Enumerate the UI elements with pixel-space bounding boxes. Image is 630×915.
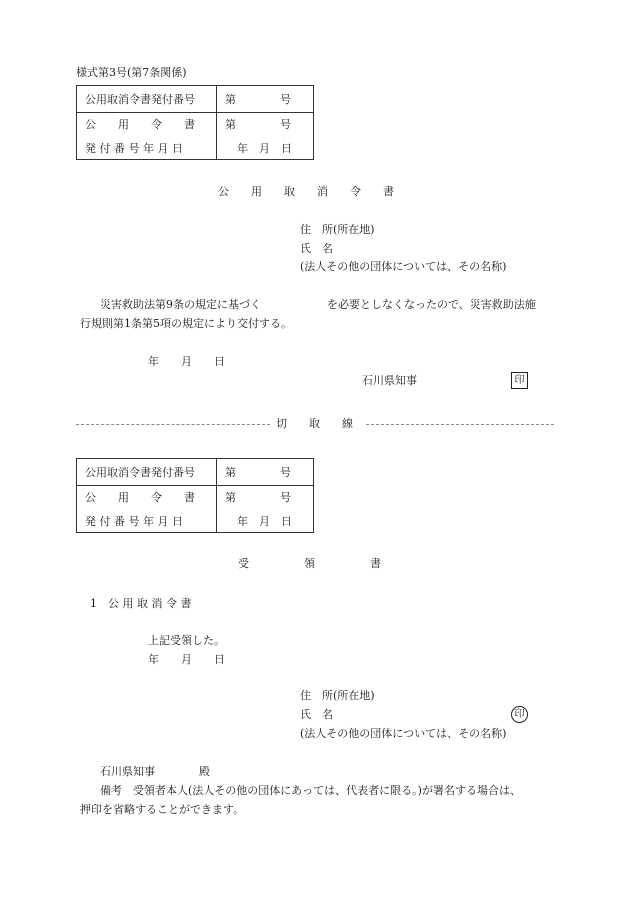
cut-line-right bbox=[366, 424, 554, 425]
body-text-line1: 災害救助法第9条の規定に基づく を必要としなくなったので、災害救助法施 bbox=[100, 298, 536, 311]
document-title: 公 用 取 消 令 書 bbox=[218, 185, 394, 198]
receipt-order-label-cell bbox=[77, 486, 217, 533]
order-label-cell bbox=[77, 113, 217, 160]
received-text: 上記受領した。 bbox=[148, 634, 225, 647]
received-date: 年 月 日 bbox=[148, 653, 225, 666]
issue-number-table bbox=[76, 85, 314, 160]
name-label: 氏 名 bbox=[300, 242, 333, 255]
receipt-item: 1 公 用 取 消 令 書 bbox=[90, 597, 192, 610]
receipt-date-label: 発 付 番 号 年 月 日 bbox=[85, 515, 183, 528]
governor-name: 石川県知事 bbox=[362, 374, 417, 387]
issue-date: 年 月 日 bbox=[148, 355, 225, 368]
order-label: 公 用 令 書 bbox=[85, 118, 195, 131]
receipt-number-table bbox=[76, 458, 314, 533]
cut-line-label: 切 取 線 bbox=[276, 417, 353, 430]
receipt-order-label: 公 用 令 書 bbox=[85, 491, 195, 504]
corporate-note: (法人その他の団体については、その名称) bbox=[300, 260, 507, 273]
body-text-line2: 行規則第1条第5項の規定により交付する。 bbox=[80, 317, 292, 330]
issue-number-label-cell bbox=[77, 86, 217, 113]
date-value: 年 月 日 bbox=[237, 142, 292, 155]
receipt-issue-number-value-cell bbox=[217, 459, 314, 486]
receipt-order-value-cell bbox=[217, 486, 314, 533]
issue-number-label: 公用取消令書発付番号 bbox=[85, 93, 195, 106]
receipt-order-value: 第 号 bbox=[225, 491, 291, 504]
issue-number-value: 第 号 bbox=[225, 93, 291, 106]
seal-mark: 印 bbox=[511, 372, 528, 389]
receipt-corporate-note: (法人その他の団体については、その名称) bbox=[300, 727, 507, 740]
receipt-issue-number-label: 公用取消令書発付番号 bbox=[85, 466, 195, 479]
issue-number-value-cell bbox=[217, 86, 314, 113]
receipt-address-label: 住 所(所在地) bbox=[300, 689, 375, 702]
receipt-issue-number-label-cell bbox=[77, 459, 217, 486]
remark-line2: 押印を省略することができます。 bbox=[80, 803, 245, 816]
cut-line-left bbox=[76, 424, 270, 425]
form-number: 様式第3号(第7条関係) bbox=[76, 66, 187, 79]
remark-line1: 備考 受領者本人(法人その他の団体にあっては、代表者に限る。)が署名する場合は、 bbox=[100, 784, 521, 797]
date-label: 発 付 番 号 年 月 日 bbox=[85, 142, 183, 155]
receipt-issue-number-value: 第 号 bbox=[225, 466, 291, 479]
receipt-date-value: 年 月 日 bbox=[237, 515, 292, 528]
order-value: 第 号 bbox=[225, 118, 291, 131]
address-label: 住 所(所在地) bbox=[300, 223, 375, 236]
receipt-seal-mark: 印 bbox=[511, 706, 528, 723]
receipt-title: 受 領 書 bbox=[238, 557, 381, 570]
addressee: 石川県知事 殿 bbox=[100, 765, 210, 778]
receipt-name-label: 氏 名 bbox=[300, 708, 333, 721]
order-value-cell bbox=[217, 113, 314, 160]
